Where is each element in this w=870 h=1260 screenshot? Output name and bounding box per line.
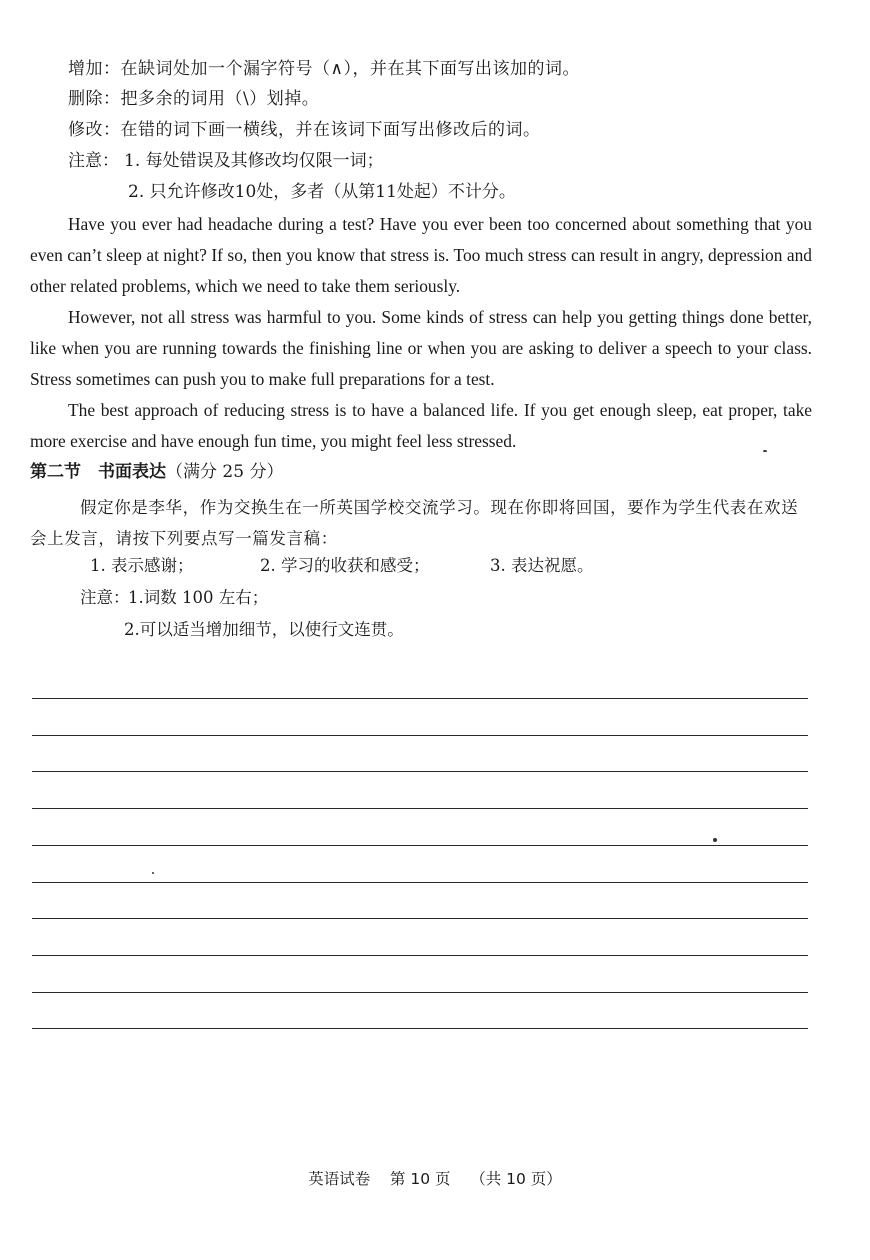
point-2: 2. 学习的收获和感受； <box>260 556 430 575</box>
answer-line[interactable] <box>32 845 808 846</box>
passage-paragraph-2: However, not all stress was harmful to you. Some kinds of stress can help you getting things done better, like when you are running towards the finishing line or when you are asking to deliver a speech to your class. Stress sometimes can push you to make full preparations for a test. <box>30 307 812 389</box>
answer-line[interactable] <box>32 918 808 919</box>
answer-line[interactable] <box>32 808 808 809</box>
answer-line[interactable] <box>32 992 808 993</box>
answer-line[interactable] <box>32 882 808 883</box>
answer-line[interactable] <box>32 955 808 956</box>
answer-line[interactable] <box>32 1028 808 1029</box>
answer-line[interactable] <box>32 771 808 772</box>
point-1: 1. 表示感谢； <box>90 556 194 575</box>
footer-subject: 英语试卷 <box>308 1170 371 1188</box>
section-title <box>30 460 283 484</box>
section-title-text: 第二节 书面表达 <box>30 462 166 482</box>
point-3: 3. 表达祝愿。 <box>490 556 594 575</box>
instruction-note-label: 注意： <box>68 151 119 171</box>
writing-note-2: 2.可以适当增加细节，以使行文连贯。 <box>124 620 404 639</box>
writing-note-1: 1.词数 100 左右； <box>128 588 269 607</box>
scan-speck <box>763 450 767 452</box>
writing-task: 假定你是李华，作为交换生在一所英国学校交流学习。现在你即将回国，要作为学生代表在欢送会上发言，请按下列要点写一篇发言稿： <box>30 498 799 548</box>
footer-page: 第 10 页 <box>389 1170 451 1188</box>
instruction-modify: 修改：在错的词下画一横线，并在该词下面写出修改后的词。 <box>68 120 541 140</box>
page-footer <box>0 1168 870 1190</box>
writing-note-label: 注意： <box>80 588 130 607</box>
instruction-note-1: 1. 每处错误及其修改均仅限一词； <box>124 151 384 171</box>
answer-line[interactable] <box>32 735 808 736</box>
instruction-note-2: 2. 只允许修改10处，多者（从第11处起）不计分。 <box>128 182 516 202</box>
scan-speck <box>152 872 154 874</box>
footer-total: （共 10 页） <box>470 1170 562 1188</box>
instruction-add: 增加：在缺词处加一个漏字符号（∧），并在其下面写出该加的词。 <box>68 59 580 79</box>
section-score: （满分 25 分） <box>166 462 284 482</box>
passage-paragraph-3: The best approach of reducing stress is to have a balanced life. If you get enough sleep, eat proper, take more exercise and have enough fun time, you might feel less stressed. <box>30 400 812 451</box>
scan-speck <box>713 838 717 842</box>
instruction-delete: 删除：把多余的词用（\）划掉。 <box>68 89 320 109</box>
passage-paragraph-1: Have you ever had headache during a test? Have you ever been too concerned about something that you even can’t sleep at night? If so, then you know that stress is. Too much stress can result in angry, depression and other related problems, which we need to take them seriously. <box>30 214 812 296</box>
answer-line[interactable] <box>32 698 808 699</box>
